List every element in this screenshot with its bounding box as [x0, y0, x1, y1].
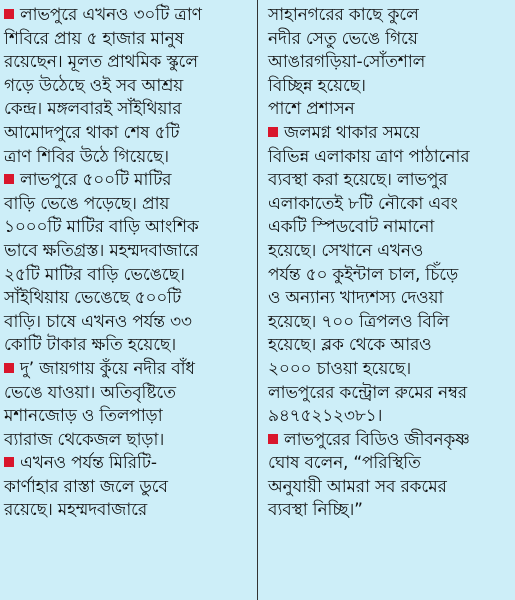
text-line: সাঁইথিয়ায় ভেঙেছে ৫০০টি — [4, 288, 182, 309]
text-line: এখনও পর্যন্ত মিরিটি- — [4, 452, 251, 476]
text-line: লাভপুরে এখনও ৩০টি ত্রাণ — [4, 4, 251, 28]
text-line: পর্যন্ত ৫০ কুইন্টাল চাল, চিঁড়ে — [268, 264, 459, 285]
text-line: বাড়ি। চাষে এখনও পর্যন্ত ৩৩ — [4, 311, 192, 332]
text-line: ১০০০টি মাটির বাড়ি আংশিক — [4, 217, 199, 238]
section-heading: পাশে প্রশাসন — [268, 99, 355, 120]
text-line: ৯৪৭৫২১২৩৮১। — [268, 406, 383, 427]
bullet-marker — [268, 434, 278, 444]
text-line: গড়ে উঠেছে ওই সব আশ্রয় — [4, 75, 184, 96]
text-line: লাভপুরে ৫০০টি মাটির — [4, 169, 251, 193]
text-line: নদীর সেতু ভেঙে গিয়ে — [268, 28, 418, 49]
text-line: ২০০০ চাওয়া হয়েছে। — [268, 358, 411, 379]
left-text-column — [4, 4, 251, 523]
text-line: বিভিন্ন এলাকায় ত্রাণ পাঠানোর — [268, 146, 470, 167]
bullet-marker — [4, 174, 14, 184]
text-line: সাহানগরের কাছে কুলে — [268, 5, 419, 25]
text-line: আঙারগড়িয়া-সোঁতশাল — [268, 52, 426, 73]
bullet-marker — [4, 457, 14, 467]
text-line: বিচ্ছিন্ন হয়েছে। — [268, 75, 366, 96]
text-line: কোটি টাকার ক্ষতি হয়েছে। — [4, 335, 177, 356]
text-line: ব্যারাজ থেকেজল ছাড়া। — [4, 429, 165, 450]
text-line: ও অন্যান্য খাদ্যশস্য দেওয়া — [268, 288, 444, 309]
text-line: জলমগ্ন থাকার সময়ে — [268, 122, 512, 146]
text-line: অনুযায়ী আমরা সব রকমের — [268, 476, 447, 497]
bullet-marker — [4, 363, 14, 373]
text-line: একটি স্পিডবোট নামানো — [268, 217, 435, 238]
bullet-marker — [4, 9, 14, 19]
text-line: ব্যবস্থা নিচ্ছি।” — [268, 500, 363, 521]
column-divider — [257, 0, 258, 600]
text-line: ত্রাণ শিবির উঠে গিয়েছে। — [4, 146, 169, 167]
text-line: ২৫টি মাটির বাড়ি ভেঙেছে। — [4, 264, 185, 285]
text-line: কার্ণাহার রাস্তা জলে ডুবে — [4, 476, 168, 497]
text-line: হয়েছে। ৭০০ ত্রিপলও বিলি — [268, 311, 450, 332]
text-line: কেন্দ্র। মঙ্গলবারই সাঁইথিয়ার — [4, 99, 182, 120]
right-text-column — [268, 4, 512, 523]
text-line: হয়েছে। সেখানে এখনও — [268, 240, 424, 261]
bullet-marker — [268, 127, 278, 137]
text-line: রয়েছে। মহম্মদবাজারে — [4, 500, 148, 521]
text-line: বাড়ি ভেঙে পড়েছে। প্রায় — [4, 193, 170, 214]
text-line: দু’ জায়গায় কুঁয়ে নদীর বাঁধ — [4, 358, 251, 382]
text-line: ঘোষ বলেন, “পরিস্থিতি — [268, 453, 421, 474]
text-line: ভেঙে যাওয়া। অতিবৃষ্টিতে — [4, 382, 176, 403]
text-line: ভাবে ক্ষতিগ্রস্ত। মহম্মদবাজারে — [4, 240, 199, 261]
text-line: ব্যবস্থা করা হয়েছে। লাভপুর — [268, 170, 448, 191]
text-line: হয়েছে। ব্লক থেকে আরও — [268, 335, 432, 356]
text-line: রয়েছেন। মূলত প্রাথমিক স্কুলে — [4, 52, 198, 73]
text-line: লাভপুরের বিডিও জীবনকৃষ্ণ — [268, 429, 512, 453]
text-line: শিবিরে প্রায় ৫ হাজার মানুষ — [4, 28, 184, 49]
text-line: এলাকাতেই ৮টি নৌকো এবং — [268, 193, 458, 214]
text-line: লাভপুরের কন্ট্রোল রুমের নম্বর — [268, 382, 467, 403]
text-line: মশানজোড় ও তিলপাড়া — [4, 406, 163, 427]
text-line: আমোদপুরে থাকা শেষ ৫টি — [4, 122, 180, 143]
